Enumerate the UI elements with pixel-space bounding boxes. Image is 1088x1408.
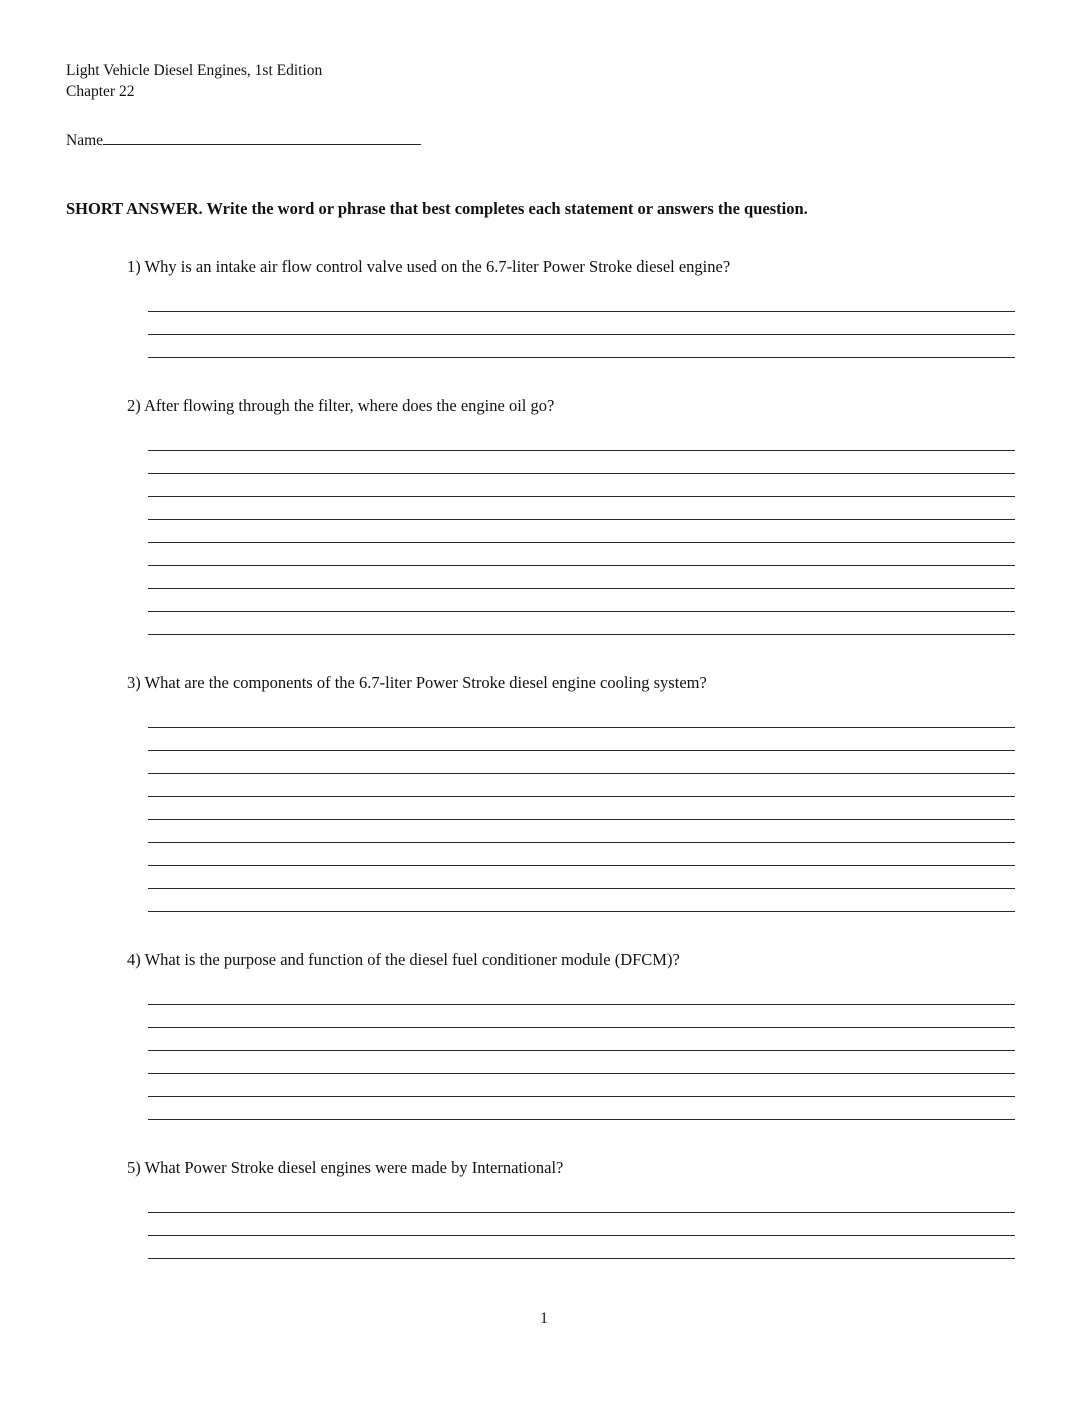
name-label: Name [66, 132, 104, 149]
answer-line [148, 566, 1015, 589]
question-number: 5) [127, 1158, 141, 1177]
answer-line [148, 1236, 1015, 1259]
page-number: 1 [540, 1310, 548, 1327]
answer-line [148, 612, 1015, 635]
question-number: 1) [127, 257, 141, 276]
answer-lines [148, 982, 1015, 1120]
question-block [66, 672, 1015, 912]
question-block [66, 1157, 1015, 1259]
question-number: 4) [127, 950, 141, 969]
answer-line [148, 728, 1015, 751]
question-text: Why is an intake air flow control valve used on the 6.7-liter Power Stroke diesel engine? [144, 257, 731, 276]
question-line [127, 256, 1015, 278]
answer-line [148, 1074, 1015, 1097]
question-text: What is the purpose and function of the diesel fuel conditioner module (DFCM)? [144, 950, 680, 969]
answer-line [148, 982, 1015, 1005]
question-block [66, 949, 1015, 1120]
document-title: Light Vehicle Diesel Engines, 1st Edition [66, 62, 323, 79]
question-line [127, 949, 1015, 971]
question-line [127, 1157, 1015, 1179]
page-footer [0, 1310, 1088, 1328]
answer-line [148, 543, 1015, 566]
answer-line [148, 451, 1015, 474]
answer-line [148, 497, 1015, 520]
answer-line [148, 428, 1015, 451]
question-text: After flowing through the filter, where does the engine oil go? [143, 396, 555, 415]
question-line [127, 395, 1015, 417]
question-block [66, 395, 1015, 635]
answer-line [148, 1005, 1015, 1028]
question-text: What Power Stroke diesel engines were made by International? [144, 1158, 564, 1177]
name-row [66, 128, 1015, 151]
answer-line [148, 751, 1015, 774]
question-line [127, 672, 1015, 694]
answer-line [148, 1051, 1015, 1074]
answer-line [148, 289, 1015, 312]
document-header [66, 60, 1015, 102]
name-blank-line [103, 128, 421, 145]
answer-line [148, 1028, 1015, 1051]
answer-line [148, 312, 1015, 335]
section-heading: SHORT ANSWER. Write the word or phrase that best completes each statement or answers the question. [66, 199, 808, 218]
question-text: What are the components of the 6.7-liter Power Stroke diesel engine cooling system? [144, 673, 707, 692]
answer-line [148, 889, 1015, 912]
answer-line [148, 335, 1015, 358]
answer-line [148, 705, 1015, 728]
answer-line [148, 866, 1015, 889]
answer-line [148, 474, 1015, 497]
answer-lines [148, 1190, 1015, 1259]
answer-line [148, 820, 1015, 843]
answer-line [148, 589, 1015, 612]
answer-line [148, 843, 1015, 866]
answer-lines [148, 705, 1015, 912]
answer-lines [148, 428, 1015, 635]
questions [66, 256, 1015, 1259]
question-number: 2) [127, 396, 141, 415]
answer-line [148, 1213, 1015, 1236]
chapter-label: Chapter 22 [66, 83, 135, 100]
question-number: 3) [127, 673, 141, 692]
question-block [66, 256, 1015, 358]
answer-line [148, 797, 1015, 820]
answer-line [148, 774, 1015, 797]
answer-lines [148, 289, 1015, 358]
answer-line [148, 520, 1015, 543]
answer-line [148, 1097, 1015, 1120]
answer-line [148, 1190, 1015, 1213]
